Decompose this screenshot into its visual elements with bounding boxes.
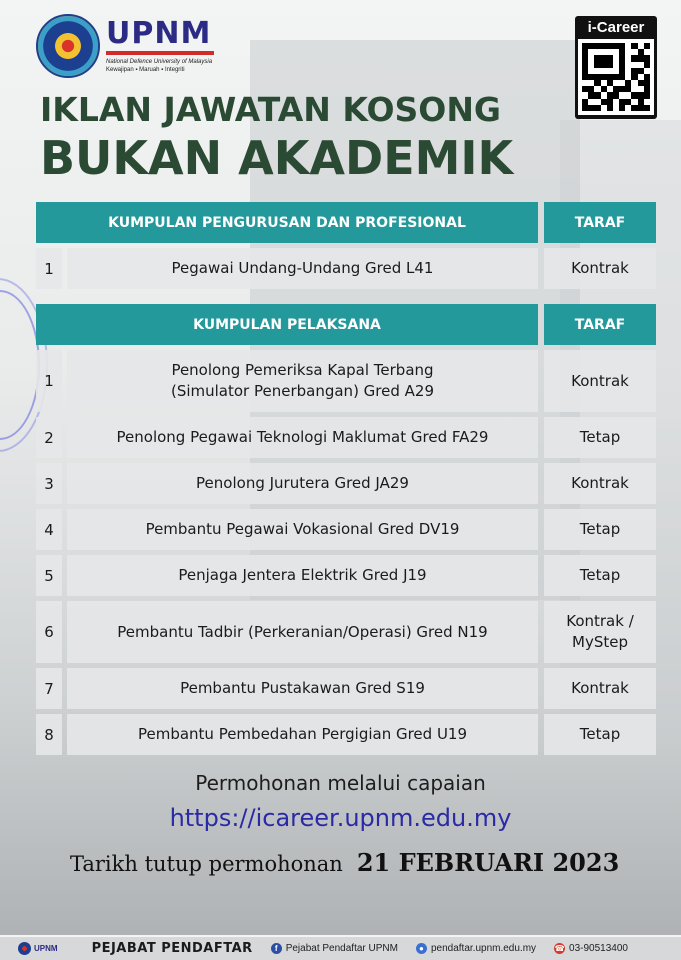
- phone-text: 03-90513400: [569, 943, 628, 954]
- group-header: KUMPULAN PENGURUSAN DAN PROFESIONAL: [36, 202, 538, 243]
- position-name: Pembantu Pustakawan Gred S19: [67, 668, 538, 709]
- table-row: [36, 509, 656, 550]
- university-seal-icon: [36, 14, 100, 78]
- table-row: [36, 417, 656, 458]
- position-name: Pembantu Pembedahan Pergigian Gred U19: [67, 714, 538, 755]
- position-name: Penjaga Jentera Elektrik Gred J19: [67, 555, 538, 596]
- status-line1: Kontrak /: [566, 612, 634, 630]
- footer-bar: [0, 937, 681, 960]
- table-pelaksana: [36, 304, 656, 755]
- table-row: [36, 350, 656, 412]
- table-pengurusan-profesional: [36, 202, 656, 289]
- brand-name: UPNM: [106, 15, 212, 51]
- position-name: Pembantu Tadbir (Perkeranian/Operasi) Gred N19: [67, 601, 538, 663]
- row-number: 8: [36, 714, 62, 755]
- status: Tetap: [544, 555, 656, 596]
- university-seal-icon: [18, 942, 31, 955]
- upnm-logo: [36, 14, 214, 78]
- brand-block: [106, 15, 214, 74]
- brand-bar: [106, 51, 214, 55]
- table-header: [36, 202, 656, 243]
- apply-instruction: Permohonan melalui capaian: [195, 771, 486, 795]
- page-title-line1: IKLAN JAWATAN KOSONG: [40, 90, 502, 129]
- icareer-qr-block[interactable]: [575, 16, 657, 119]
- table-row: [36, 555, 656, 596]
- group-header: KUMPULAN PELAKSANA: [36, 304, 538, 345]
- footer-website[interactable]: [416, 943, 536, 954]
- facebook-icon: f: [271, 943, 282, 954]
- footer-logo: [18, 942, 58, 955]
- status: Kontrak: [544, 248, 656, 289]
- brand-subtitle: National Defence University of Malaysia: [106, 58, 213, 65]
- footer-facebook[interactable]: [271, 943, 398, 954]
- deadline-date: 21 FEBRUARI 2023: [356, 848, 620, 877]
- row-number: 1: [36, 248, 62, 289]
- phone-icon: ☎: [554, 944, 565, 953]
- status: Tetap: [544, 714, 656, 755]
- position-line2: (Simulator Penerbangan) Gred A29: [170, 382, 435, 400]
- row-number: 3: [36, 463, 62, 504]
- row-number: 5: [36, 555, 62, 596]
- row-number: 6: [36, 601, 62, 663]
- footer-logo-text: UPNM: [34, 944, 58, 953]
- status: Tetap: [544, 417, 656, 458]
- facebook-text: Pejabat Pendaftar UPNM: [285, 943, 398, 954]
- row-number: 1: [36, 350, 62, 412]
- status: [544, 601, 656, 663]
- deadline-label: Tarikh tutup permohonan: [70, 852, 343, 876]
- status: Kontrak: [544, 668, 656, 709]
- table-row: [36, 248, 656, 289]
- footer-phone[interactable]: [554, 943, 628, 954]
- status: Kontrak: [544, 350, 656, 412]
- row-number: 4: [36, 509, 62, 550]
- table-row: [36, 668, 656, 709]
- position-name: Pegawai Undang-Undang Gred L41: [67, 248, 538, 289]
- position-name: [67, 350, 538, 412]
- row-number: 2: [36, 417, 62, 458]
- footer-office: PEJABAT PENDAFTAR: [91, 941, 253, 956]
- globe-icon: ●: [416, 943, 427, 954]
- table-row: [36, 601, 656, 663]
- taraf-header: TARAF: [544, 202, 656, 243]
- taraf-header: TARAF: [544, 304, 656, 345]
- position-name: Penolong Jurutera Gred JA29: [67, 463, 538, 504]
- position-line1: Penolong Pemeriksa Kapal Terbang: [171, 361, 434, 379]
- status: Kontrak: [544, 463, 656, 504]
- row-number: 7: [36, 668, 62, 709]
- table-row: [36, 463, 656, 504]
- deadline: [70, 848, 650, 877]
- brand-tagline: Kewajipan ▪ Maruah ▪ Integriti: [106, 66, 185, 73]
- qr-code-icon[interactable]: [578, 39, 654, 115]
- status: Tetap: [544, 509, 656, 550]
- position-name: Penolong Pegawai Teknologi Maklumat Gred FA29: [67, 417, 538, 458]
- page-title-line2: BUKAN AKADEMIK: [40, 131, 514, 185]
- position-name: Pembantu Pegawai Vokasional Gred DV19: [67, 509, 538, 550]
- icareer-link[interactable]: https://icareer.upnm.edu.my: [169, 804, 512, 832]
- website-text: pendaftar.upnm.edu.my: [430, 943, 537, 954]
- table-header: [36, 304, 656, 345]
- icareer-label: i-Career: [587, 19, 645, 36]
- table-row: [36, 714, 656, 755]
- status-line2: MyStep: [572, 633, 628, 651]
